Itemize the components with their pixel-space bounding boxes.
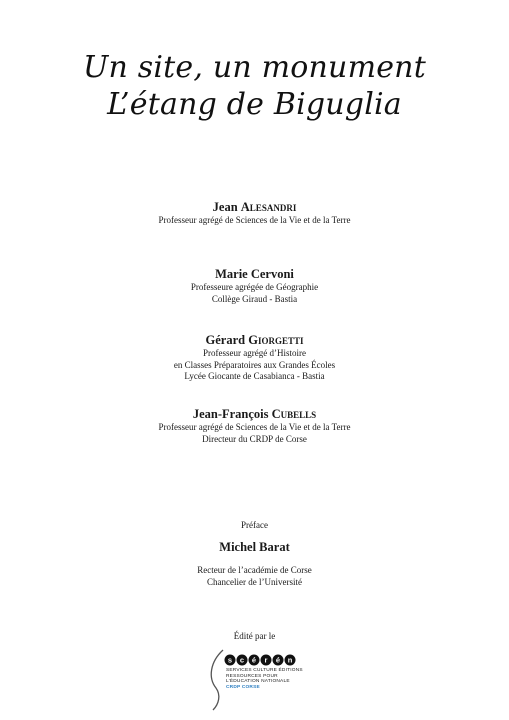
author-block-2	[0, 266, 509, 305]
logo-caption-line: RESSOURCES POUR	[226, 673, 278, 679]
preface-author: Michel Barat	[219, 540, 290, 554]
author-name	[0, 266, 509, 282]
title-line-1: Un site, un monument	[83, 50, 426, 85]
logo-swoosh	[211, 650, 223, 710]
author-block-3	[0, 332, 509, 383]
svg-text:s: s	[227, 655, 233, 665]
author-last-name: Cubells	[271, 407, 317, 421]
author-affiliation: Lycée Giocante de Casabianca - Bastia	[184, 371, 325, 381]
author-first-name: Marie Cervoni	[215, 267, 294, 281]
preface-role: Chancelier de l’Université	[207, 576, 302, 587]
author-first-name: Gérard	[205, 333, 249, 347]
logo-caption	[226, 668, 303, 690]
svg-text:é: é	[275, 655, 281, 665]
logo-caption-line: L’ÉDUCATION NATIONALE	[226, 679, 290, 685]
title-line-2: L’étang de Biguglia	[107, 87, 402, 122]
logo-wordmark	[225, 655, 296, 666]
svg-text:r: r	[264, 655, 268, 665]
author-name	[0, 199, 509, 215]
edited-by-label: Édité par le	[233, 631, 276, 641]
svg-text:c: c	[239, 655, 245, 665]
author-role: Professeur agrégé de Sciences de la Vie et de la Terre	[158, 422, 351, 432]
logo-caption-crdp: CRDP CORSE	[226, 684, 260, 690]
author-name	[0, 332, 509, 348]
svg-text:n: n	[287, 655, 293, 665]
author-position: Directeur du CRDP de Corse	[202, 433, 307, 444]
author-role: Professeur agrégé de Sciences de la Vie et de la Terre	[158, 215, 351, 225]
author-name	[0, 406, 509, 422]
preface-role: Recteur de l’académie de Corse	[197, 565, 312, 575]
preface-roles	[0, 565, 509, 588]
author-affiliation: Collège Giraud - Bastia	[211, 293, 298, 304]
scerén-logo	[204, 648, 314, 712]
preface-label: Préface	[241, 520, 268, 530]
author-role: Professeur agrégé d’Histoire	[203, 348, 306, 358]
author-role: Professeure agrégée de Géographie	[190, 282, 319, 292]
svg-text:é: é	[251, 655, 257, 665]
author-first-name: Jean	[212, 200, 241, 214]
author-last-name: Giorgetti	[248, 333, 304, 347]
author-first-name: Jean-François	[192, 407, 272, 421]
author-block-1	[0, 199, 509, 227]
author-last-name: Alesandri	[240, 200, 297, 214]
author-block-4	[0, 406, 509, 445]
author-role-detail: en Classes Préparatoires aux Grandes Écoles	[173, 359, 336, 370]
logo-caption-line: SERVICES CULTURE ÉDITIONS	[226, 668, 303, 673]
